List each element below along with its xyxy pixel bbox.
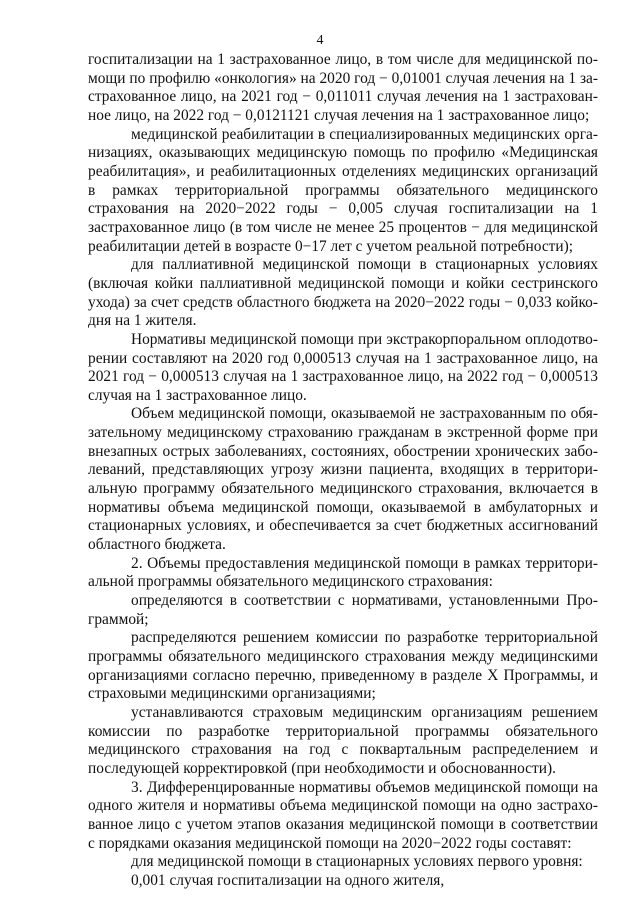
paragraph-palliative-care: для паллиативной медицинской помощи в стационарных условиях (включая койки паллиативной медицинской помощи и койки сестринского ухода) за счет средств областного бюджета на 2020−2022 годы − 0,033 койкодня на 1 жителя. — [88, 256, 598, 330]
paragraph-assigned-to-insurers: устанавливаются страховым медицинским организациям решением комиссии по разработке территориальной программы обязательного медицинского страхования на год с поквартальным распределением и последующей корректировкой (при необходимости и обоснованности). — [88, 703, 598, 777]
paragraph-distributed-by-commission: распределяются решением комиссии по разработке территориальной программы обязательного медицинского страхования между медицинскими организациями согласно перечню, приведенному в разделе X Программы, и страховыми медицинскими организациями; — [88, 629, 598, 703]
paragraph-ivf-norms: Нормативы медицинской помощи при экстракорпоральном оплодотворении составляют на 2020 год 0,000513 случая на 1 застрахованное лицо, на 2021 год − 0,000513 случая на 1 застрахованное лицо, на 2022 год − 0,000513 случая на 1 застрахованное лицо. — [88, 330, 598, 404]
paragraph-hospitalization-per-resident: 0,001 случая госпитализации на одного жителя, — [131, 871, 445, 889]
paragraph-section-2-heading: 2. Объемы предоставления медицинской помощи в рамках территориальной программы обязательного медицинского страхования: — [88, 554, 598, 591]
paragraph-section-3-heading: 3. Дифференцированные нормативы объемов медицинской помощи на одного жителя и нормативы объема медицинской помощи на одно застрахованное лицо с учетом этапов оказания медицинской помощи в соответствии с порядками оказания медицинской помощи на 2020−2022 годы составят: — [88, 778, 598, 852]
paragraph-rehabilitation: медицинской реабилитации в специализированных медицинских организациях, оказывающих медицинскую помощь по профилю «Медицинская реабилитация», и реабилитационных отделениях медицинских организаций в рамках территориальной программы обязательного медицинского страхования на 2020−2022 годы − 0,005 случая госпитализации на 1 застрахованное лицо (в том числе не менее 25 процентов − для медицинской реабилитации детей в возрасте 0−17 лет с учетом реальной потребности); — [88, 125, 598, 255]
document-body — [88, 51, 598, 891]
paragraph-uninsured-emergency: Объем медицинской помощи, оказываемой не застрахованным по обязательному медицинскому страхованию гражданам в экстренной форме при внезапных острых заболеваниях, состояниях, обострении хронических заболеваний, представляющих угрозу жизни пациента, входящих в территориальную программу обязательного медицинского страхования, включается в нормативы объема медицинской помощи, оказываемой в амбулаторных и стационарных условиях, и обеспечивается за счет бюджетных ассигнований областного бюджета. — [88, 405, 598, 554]
paragraph-hospitalization-continuation: госпитализации на 1 застрахованное лицо, в том числе для медицинской помощи по профилю «онкология» на 2020 год − 0,01001 случая лечения на 1 застрахованное лицо, на 2021 год − 0,011011 случая лечения на 1 застрахованное лицо, на 2022 год − 0,0121121 случая лечения на 1 застрахованное лицо; — [88, 51, 598, 124]
paragraph-determined-by-norms: определяются в соответствии с нормативами, установленными Программой; — [88, 592, 598, 628]
paragraph-first-level-inpatient: для медицинской помощи в стационарных условиях первого уровня: — [131, 853, 583, 871]
page-number: 4 — [316, 33, 324, 48]
